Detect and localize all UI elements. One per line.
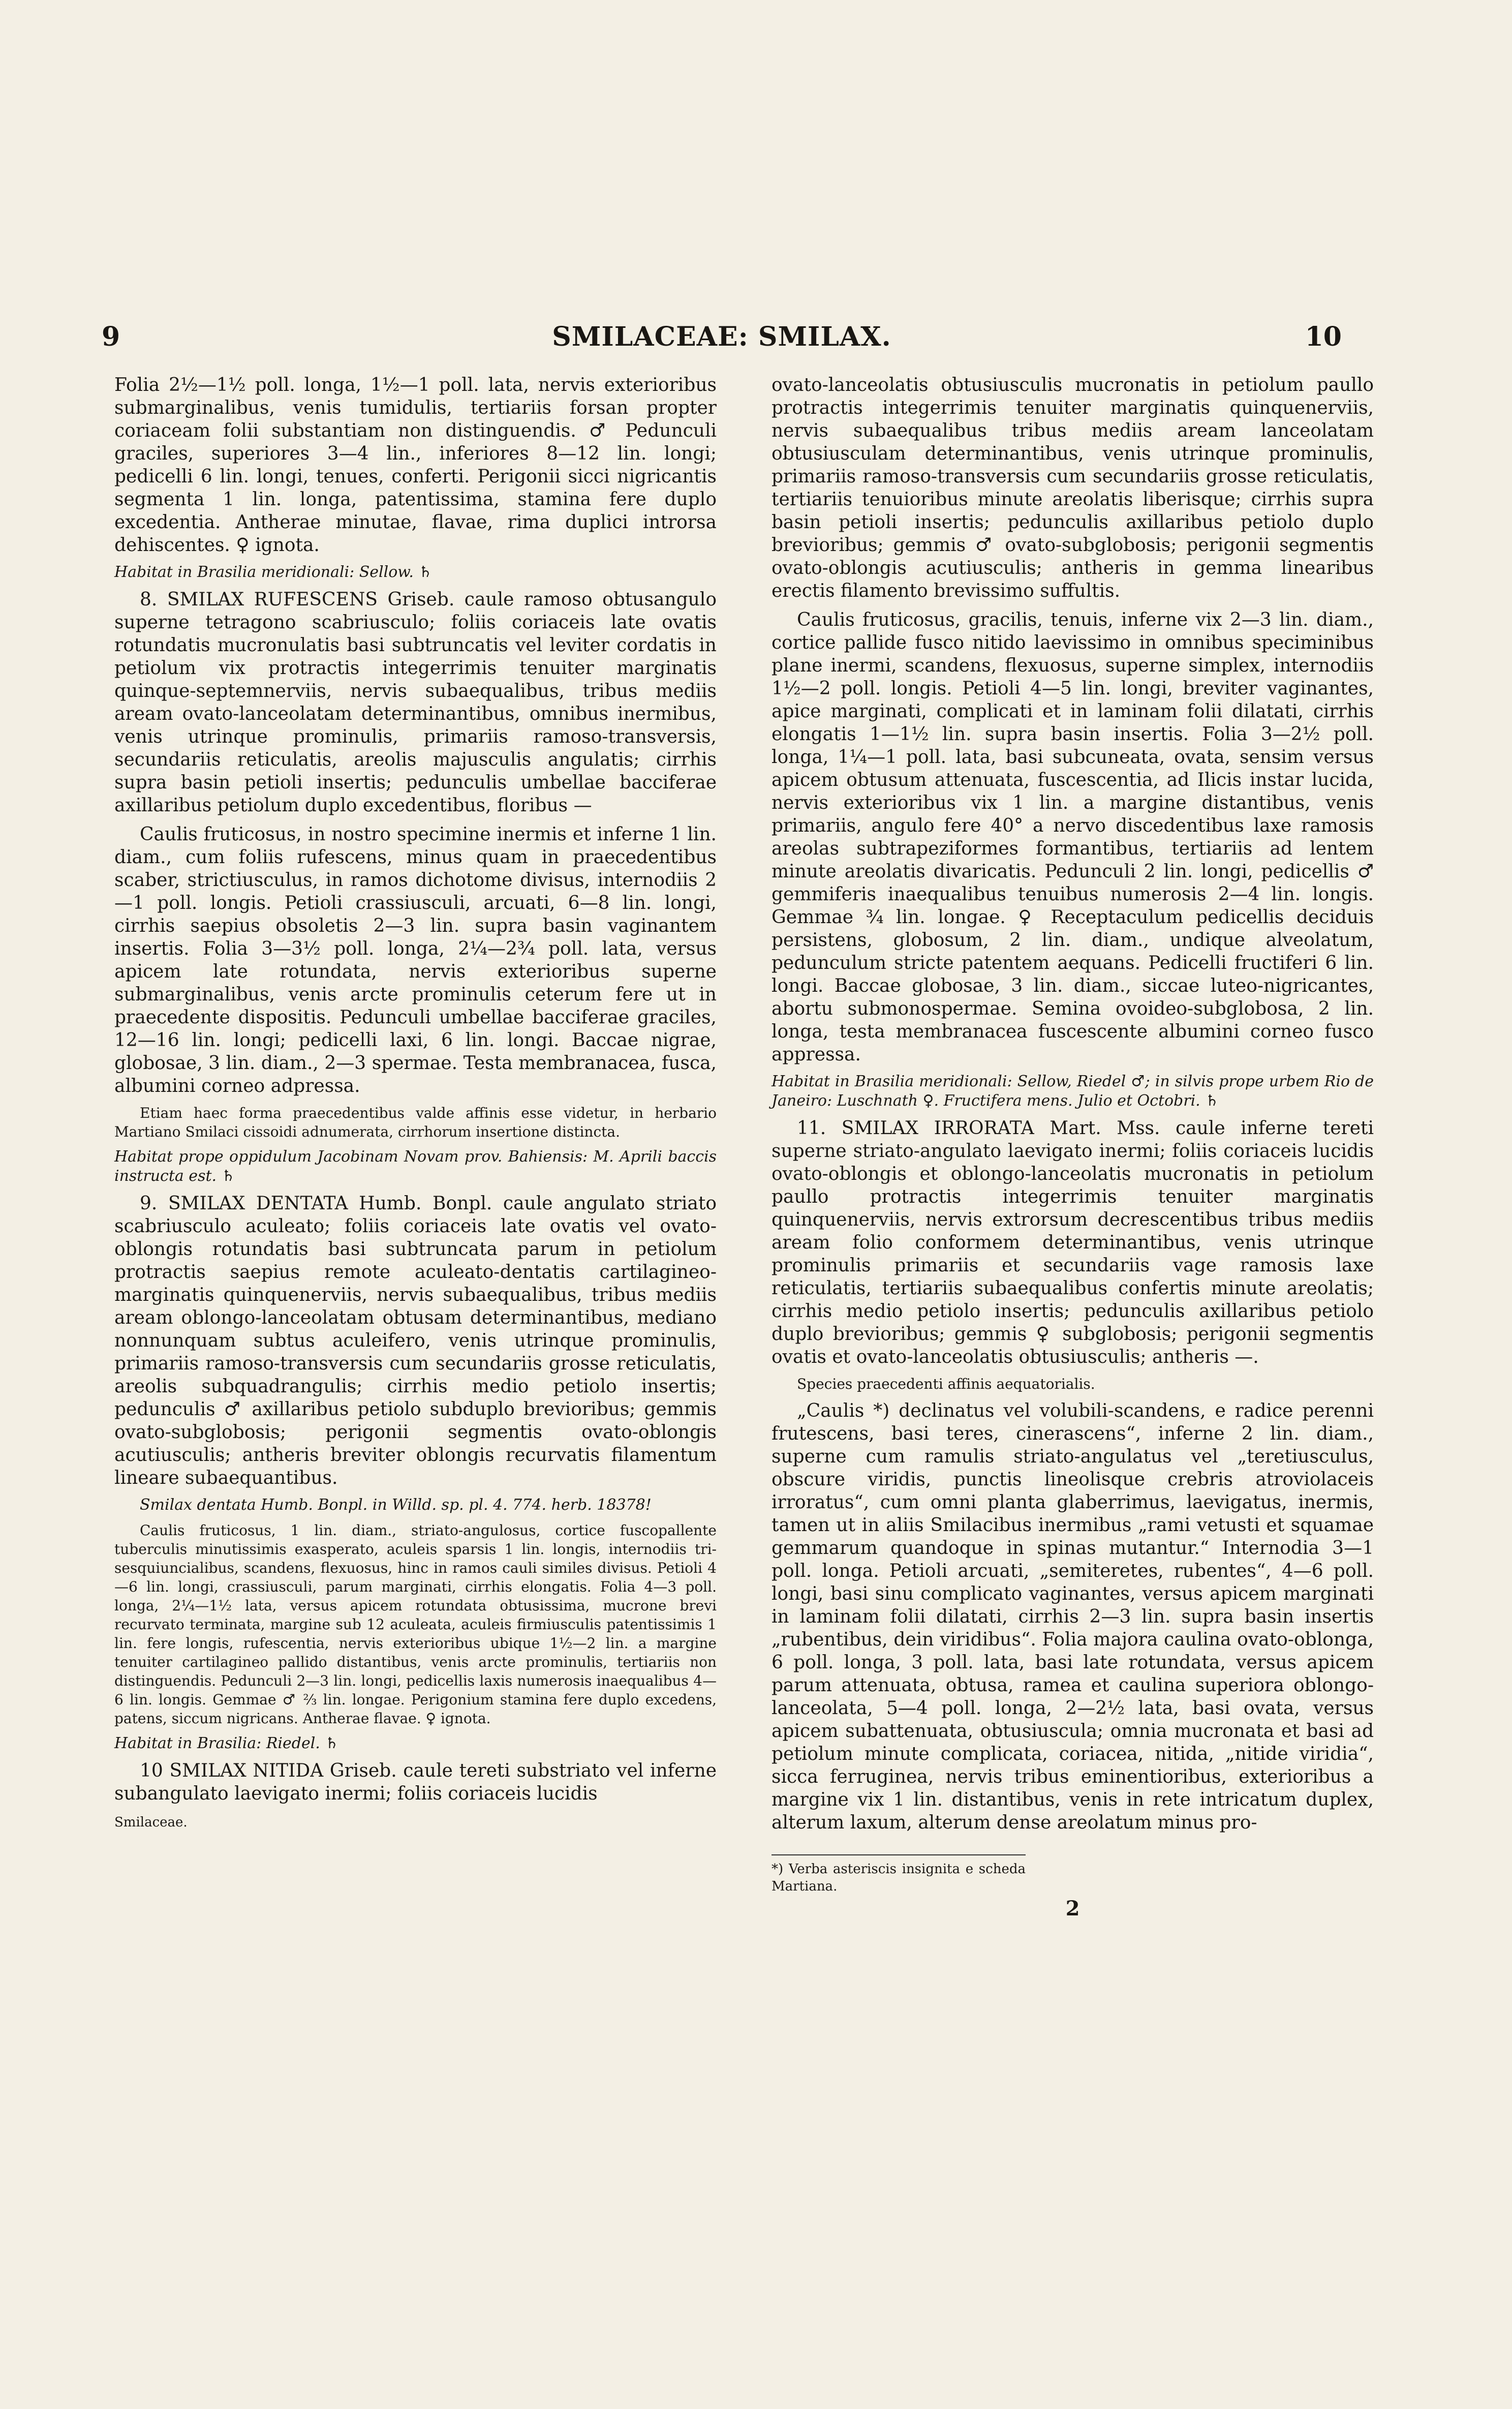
species-8-diagnosis: 8. SMILAX RUFESCENS Griseb. caule ramoso obtusangulo superne tetragono scabriusculo; foliis coriaceis late ovatis rotundatis mucronulatis basi subtruncatis vel leviter cordatis in petiolum vix protractis integerrimis tenuiter marginatis quinque-septemnerviis, nervis subaequalibus, tribus mediis aream ovato-lanceolatam determinantibus, omnibus inermibus, venis utrinque prominulis, primariis ramoso-transversis, secundariis reticulatis, areolis majusculis angulatis; cirrhis supra basin petioli insertis; pedunculis umbellae bacciferae axillaribus petiolum duplo excedentibus, floribus — [114, 589, 717, 816]
species-9-reference: Smilax dentata Humb. Bonpl. in Willd. sp. pl. 4. 774. herb. 18378! [140, 1496, 652, 1514]
footnote: *) Verba asteriscis insignita e scheda Martiana. [772, 1854, 1026, 1895]
page-number-left: 9 [102, 321, 120, 352]
species-10-habitat: Habitat in Brasilia meridionali: Sellow, Riedel ♂; in silvis prope urbem Rio de Janeiro: Luschnath ♀. Fructifera mens. Julio et Octobri. ♄ [772, 1073, 1374, 1110]
species-9-description: Caulis fruticosus, 1 lin. diam., striato-angulosus, cortice fuscopallente tuberculis minutissimis exasperato, aculeis sparsis 1 lin. longis, internodiis tri-sesquiuncialibus, scandens, flexuosus, hinc in ramos cauli similes divisus. Petioli 4—6 lin. longi, crassiusculi, parum marginati, cirrhis elongatis. Folia 4—3 poll. longa, 2¼—1½ lata, versus apicem rotundata obtusissima, mucrone brevi recurvato terminata, margine sub 12 aculeata, aculeis firmiusculis patentissimis 1 lin. fere longis, rufescentia, nervis exterioribus ubique 1½—2 lin. a margine tenuiter cartilagineo pallido distantibus, venis arcte prominulis, tertiariis non distinguendis. Pedunculi 2—3 lin. longi, pedicellis laxis numerosis inaequalibus 4—6 lin. longis. Gemmae ♂ ⅔ lin. longae. Perigonium stamina fere duplo excedens, patens, siccum nigricans. Antherae flavae. ♀ ignota. [114, 1522, 717, 1727]
running-title: SMILACEAE: SMILAX. [552, 321, 891, 352]
species-10-description: Caulis fruticosus, gracilis, tenuis, inferne vix 2—3 lin. diam., cortice pallide fusco nitido laevissimo in omnibus speciminibus plane inermi, scandens, flexuosus, superne simplex, internodiis 1½—2 poll. longis. Petioli 4—5 lin. longi, breviter vaginantes, apice marginati, complicati et in laminam folii dilatati, cirrhis elongatis 1—1½ lin. supra basin insertis. Folia 3—2½ poll. longa, 1¼—1 poll. lata, basi subcuneata, ovata, sensim versus apicem obtusum attenuata, fuscescentia, ad Ilicis instar lucida, nervis exterioribus vix 1 lin. a margine distantibus, venis primariis, angulo fere 40° a nervo discedentibus laxe ramosis areolas subtrapeziformes formantibus, tertiariis ad lentem minute areolatis divaricatis. Pedunculi 2 lin. longi, pedicellis ♂ gemmiferis inaequalibus tenuibus numerosis 2—4 lin. longis. Gemmae ¾ lin. longae. ♀ Receptaculum pedicellis deciduis persistens, globosum, 2 lin. diam., undique alveolatum, pedunculum stricte patentem aequans. Pedicelli fructiferi 6 lin. longi. Baccae globosae, 3 lin. diam., siccae luteo-nigricantes, abortu submonospermae. Semina ovoideo-subglobosa, 2 lin. longa, testa membranacea fuscescente albumini corneo fusco appressa. [772, 609, 1374, 1065]
species-8-note: Etiam haec forma praecedentibus valde affinis esse videtur, in herbario Martiano Smilaci cissoidi adnumerata, cirrhorum insertione distincta. [114, 1105, 717, 1140]
page-header [102, 321, 1342, 362]
species-8-description: Caulis fruticosus, in nostro specimine inermis et inferne 1 lin. diam., cum foliis rufescens, minus quam in praecedentibus scaber, strictiusculus, in ramos dichotome divisus, internodiis 2—1 poll. longis. Petioli crassiusculi, arcuati, 6—8 lin. longi, cirrhis saepius obsoletis 2—3 lin. supra basin vaginantem insertis. Folia 3—3½ poll. longa, 2¼—2¾ poll. lata, versus apicem late rotundata, nervis exterioribus superne submarginalibus, venis arcte prominulis ceterum fere ut in praecedente dispositis. Pedunculi umbellae bacciferae graciles, 12—16 lin. longi; pedicelli laxi, 6 lin. longi. Baccae nigrae, globosae, 3 lin. diam., 2—3 spermae. Testa membranacea, fusca, albumini corneo adpressa. [114, 824, 717, 1096]
paragraph-folia: Folia 2½—1½ poll. longa, 1½—1 poll. lata, nervis exterioribus submarginalibus, venis tumidulis, tertiariis forsan propter coriaceam folii substantiam non distinguendis. ♂ Pedunculi graciles, superiores 3—4 lin., inferiores 8—12 lin. longi; pedicelli 6 lin. longi, tenues, conferti. Perigonii sicci nigricantis segmenta 1 lin. longa, patentissima, stamina fere duplo excedentia. Antherae minutae, flavae, rima duplici introrsa dehiscentes. ♀ ignota. [114, 375, 717, 556]
right-column [772, 374, 1374, 1920]
printer-signature: 2 [1065, 1897, 1080, 1920]
species-8-habitat: Habitat prope oppidulum Jacobinam Novam prov. Bahiensis: M. Aprili baccis instructa est. ♄ [114, 1148, 717, 1185]
habitat-note: Habitat in Brasilia meridionali: Sellow. ♄ [114, 563, 433, 581]
signature-footer: Smilaceae. [114, 1815, 188, 1830]
species-11-diagnosis: 11. SMILAX IRRORATA Mart. Mss. caule inferne tereti superne striato-angulato laevigato inermi; foliis coriaceis lucidis ovato-oblongis et oblongo-lanceolatis mucronatis in petiolum paullo protractis integerrimis tenuiter marginatis quinquenerviis, nervis extrorsum decrescentibus tribus mediis aream folio conformem determinantibus, venis utrinque prominulis primariis et secundariis vage ramosis laxe reticulatis, tertiariis subaequalibus confertis minute areolatis; cirrhis medio petiolo insertis; pedunculis axillaribus petiolo duplo brevioribus; gemmis ♀ subglobosis; perigonii segmentis ovatis et ovato-lanceolatis obtusiusculis; antheris —. [772, 1118, 1374, 1367]
species-9-habitat: Habitat in Brasilia: Riedel. ♄ [114, 1734, 339, 1752]
species-11-note: Species praecedenti affinis aequatorialis. [797, 1376, 1095, 1392]
left-column [114, 374, 717, 1834]
species-10-diagnosis-cont: ovato-lanceolatis obtusiusculis mucronatis in petiolum paullo protractis integerrimis tenuiter marginatis quinquenerviis, nervis subaequalibus tribus mediis aream lanceolatam obtusiusculam determinantibus, venis utrinque prominulis, primariis ramoso-transversis cum secundariis grosse reticulatis, tertiariis tenuioribus minute areolatis liberisque; cirrhis supra basin petioli insertis; pedunculis axillaribus petiolo duplo brevioribus; gemmis ♂ ovato-subglobosis; perigonii segmentis ovato-oblongis acutiusculis; antheris in gemma linearibus erectis filamento brevissimo suffultis. [772, 375, 1374, 601]
species-10-diagnosis-start: 10 SMILAX NITIDA Griseb. caule tereti substriato vel inferne subangulato laevigato inermi; foliis coriaceis lucidis [114, 1760, 717, 1804]
species-11-description: „Caulis *) declinatus vel volubili-scandens, e radice perenni frutescens, basi teres, cinerascens“, inferne 2 lin. diam., superne cum ramulis striato-angulatus vel „teretiusculus, obscure viridis, punctis lineolisque crebris atroviolaceis irroratus“, cum omni planta glaberrimus, laevigatus, inermis, tamen ut in aliis Smilacibus inermibus „rami vetusti et squamae gemmarum quandoque in spinas mutantur.“ Internodia 3—1 poll. longa. Petioli arcuati, „semiteretes, rubentes“, 4—6 poll. longi, basi sinu complicato vaginantes, versus apicem marginati in laminam folii dilatati, cirrhis 2—3 lin. supra basin insertis „rubentibus, dein viridibus“. Folia majora caulina ovato-oblonga, 6 poll. longa, 3 poll. lata, basi late rotundata, versus apicem parum attenuata, obtusa, ramea et caulina superiora oblongo-lanceolata, 5—4 poll. longa, 2—2½ lata, basi ovata, versus apicem subattenuata, obtusiuscula; omnia mucronata et basi ad petiolum minute complicata, coriacea, nitida, „nitide viridia“, sicca ferruginea, nervis tribus eminentioribus, exterioribus a margine vix 1 lin. distantibus, venis in rete intricatum duplex, alterum laxum, alterum dense areolatum minus pro- [772, 1400, 1374, 1833]
page-number-right: 10 [1305, 321, 1342, 352]
species-9-diagnosis: 9. SMILAX DENTATA Humb. Bonpl. caule angulato striato scabriusculo aculeato; foliis coriaceis late ovatis vel ovato-oblongis rotundatis basi subtruncata parum in petiolum protractis saepius remote aculeato-dentatis cartilagineo-marginatis quinquenerviis, nervis subaequalibus, tribus mediis aream oblongo-lanceolatam obtusam determinantibus, mediano nonnunquam subtus aculeifero, venis utrinque prominulis, primariis ramoso-transversis cum secundariis grosse reticulatis, areolis subquadrangulis; cirrhis medio petiolo insertis; pedunculis ♂ axillaribus petiolo subduplo brevioribus; gemmis ovato-subglobosis; perigonii segmentis ovato-oblongis acutiusculis; antheris breviter oblongis recurvatis filamentum lineare subaequantibus. [114, 1193, 717, 1488]
